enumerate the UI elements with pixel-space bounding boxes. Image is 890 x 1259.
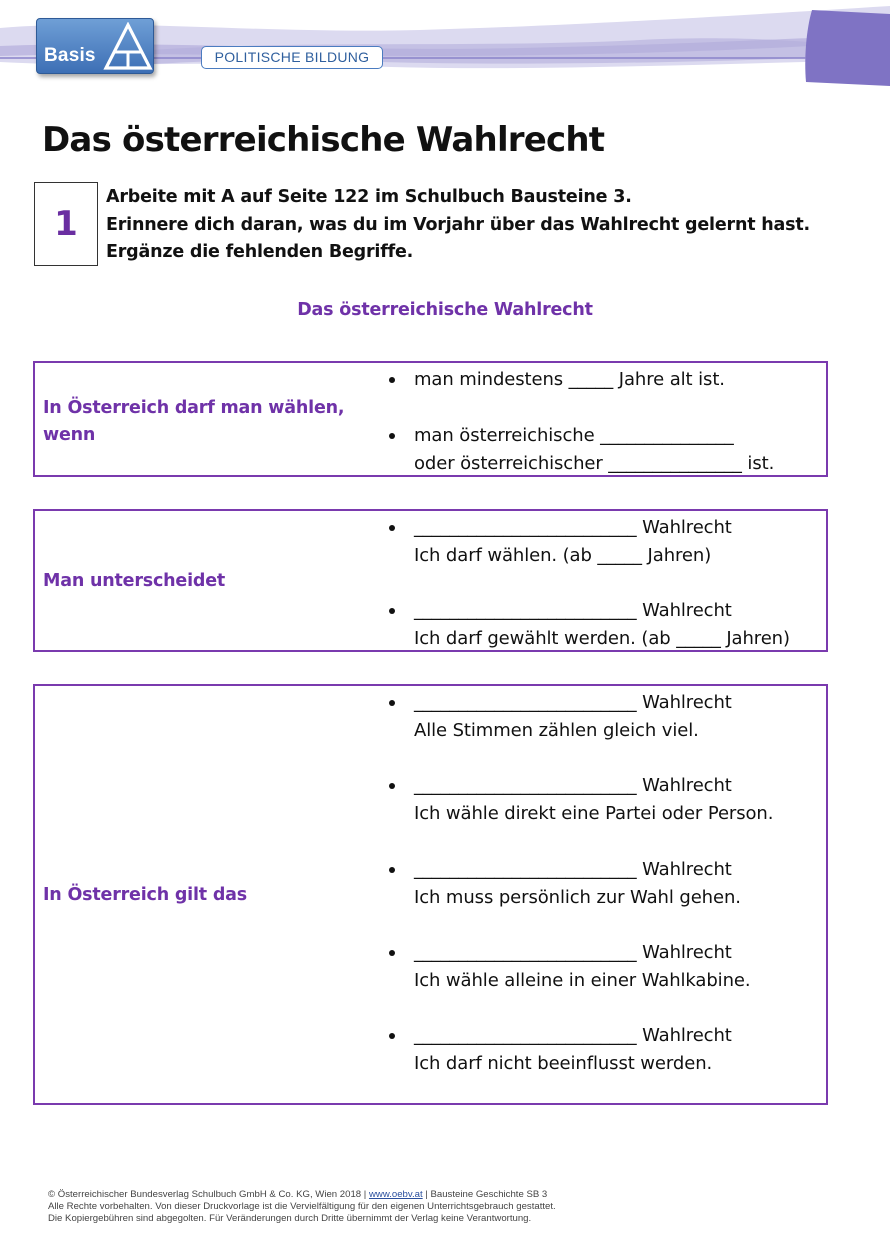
item-text: Ich darf wählen. (ab _____ Jahren) bbox=[414, 544, 712, 566]
section-subtitle: Das österreichische Wahlrecht bbox=[297, 300, 593, 320]
list-item bbox=[387, 939, 750, 994]
item-text: _________________________ Wahlrecht bbox=[414, 600, 732, 621]
item-text: _________________________ Wahlrecht bbox=[414, 692, 732, 713]
item-text: Ich darf gewählt werden. (ab _____ Jahren) bbox=[414, 627, 790, 649]
footer-text: | Bausteine Geschichte SB 3 bbox=[422, 1189, 548, 1200]
basis-logo bbox=[36, 18, 154, 74]
publisher-link[interactable]: www.oebv.at bbox=[368, 1189, 423, 1200]
item-text: Alle Stimmen zählen gleich viel. bbox=[414, 719, 699, 741]
task-number: 1 bbox=[54, 204, 78, 244]
list-item bbox=[387, 1022, 732, 1077]
instruction-line: Erinnere dich daran, was du im Vorjahr über das Wahlrecht gelernt hast. bbox=[106, 214, 810, 235]
bullet-icon bbox=[389, 525, 395, 531]
item-text: _________________________ Wahlrecht bbox=[414, 517, 732, 538]
item-text: _________________________ Wahlrecht bbox=[414, 942, 732, 963]
footer-line: Alle Rechte vorbehalten. Von dieser Druckvorlage ist die Vervielfältigung für den eigenen Unterrichtsgebrauch gestattet. bbox=[48, 1201, 556, 1213]
bullet-icon bbox=[389, 783, 395, 789]
subject-label: POLITISCHE BILDUNG bbox=[201, 46, 383, 69]
task-instructions bbox=[106, 184, 810, 267]
row-label: In Österreich darf man wählen, wenn bbox=[43, 398, 345, 445]
item-text: Ich darf nicht beeinflusst werden. bbox=[414, 1052, 713, 1074]
list-item bbox=[387, 514, 732, 569]
bullet-icon bbox=[389, 1033, 395, 1039]
list-item bbox=[387, 597, 790, 652]
triangle-logo-icon bbox=[103, 22, 153, 72]
page-title: Das österreichische Wahlrecht bbox=[42, 120, 605, 160]
list-item bbox=[387, 772, 773, 827]
instruction-line: Arbeite mit A auf Seite 122 im Schulbuch Bausteine 3. bbox=[106, 187, 632, 207]
row-label: Man unterscheidet bbox=[43, 571, 226, 591]
item-text: Ich wähle direkt eine Partei oder Person. bbox=[414, 802, 774, 824]
item-text: _________________________ Wahlrecht bbox=[414, 775, 732, 796]
logo-text: Basis bbox=[44, 45, 96, 66]
item-text: Ich wähle alleine in einer Wahlkabine. bbox=[414, 969, 751, 991]
bullet-icon bbox=[389, 867, 395, 873]
item-text: man österreichische _______________ bbox=[414, 425, 734, 446]
table-voting-rights-types bbox=[33, 509, 828, 652]
footer-line: Die Kopiergebühren sind abgegolten. Für Veränderungen durch Dritte übernimmt der Verlag keine Verantwortung. bbox=[48, 1213, 532, 1225]
item-text: _________________________ Wahlrecht bbox=[414, 1025, 732, 1046]
bullet-icon bbox=[389, 700, 395, 706]
footer-text: © Österreichischer Bundesverlag Schulbuch GmbH & Co. KG, Wien 2018 | bbox=[48, 1189, 369, 1200]
item-text: oder österreichischer _______________ ist. bbox=[414, 452, 775, 474]
list-item bbox=[387, 366, 725, 394]
table-voting-principles bbox=[33, 684, 828, 1105]
copyright-footer bbox=[48, 1189, 556, 1226]
bullet-icon bbox=[389, 433, 395, 439]
item-text: _________________________ Wahlrecht bbox=[414, 859, 732, 880]
item-text: man mindestens _____ Jahre alt ist. bbox=[414, 369, 725, 390]
task-number-box bbox=[34, 182, 98, 266]
item-text: Ich muss persönlich zur Wahl gehen. bbox=[414, 886, 741, 908]
table-voting-eligibility bbox=[33, 361, 828, 477]
list-item bbox=[387, 422, 774, 477]
list-item bbox=[387, 856, 741, 911]
bullet-icon bbox=[389, 608, 395, 614]
instruction-line: Ergänze die fehlenden Begriffe. bbox=[106, 242, 414, 262]
row-label: In Österreich gilt das bbox=[43, 885, 247, 905]
bullet-icon bbox=[389, 377, 395, 383]
list-item bbox=[387, 689, 732, 744]
footer-line bbox=[48, 1189, 556, 1201]
bullet-icon bbox=[389, 950, 395, 956]
